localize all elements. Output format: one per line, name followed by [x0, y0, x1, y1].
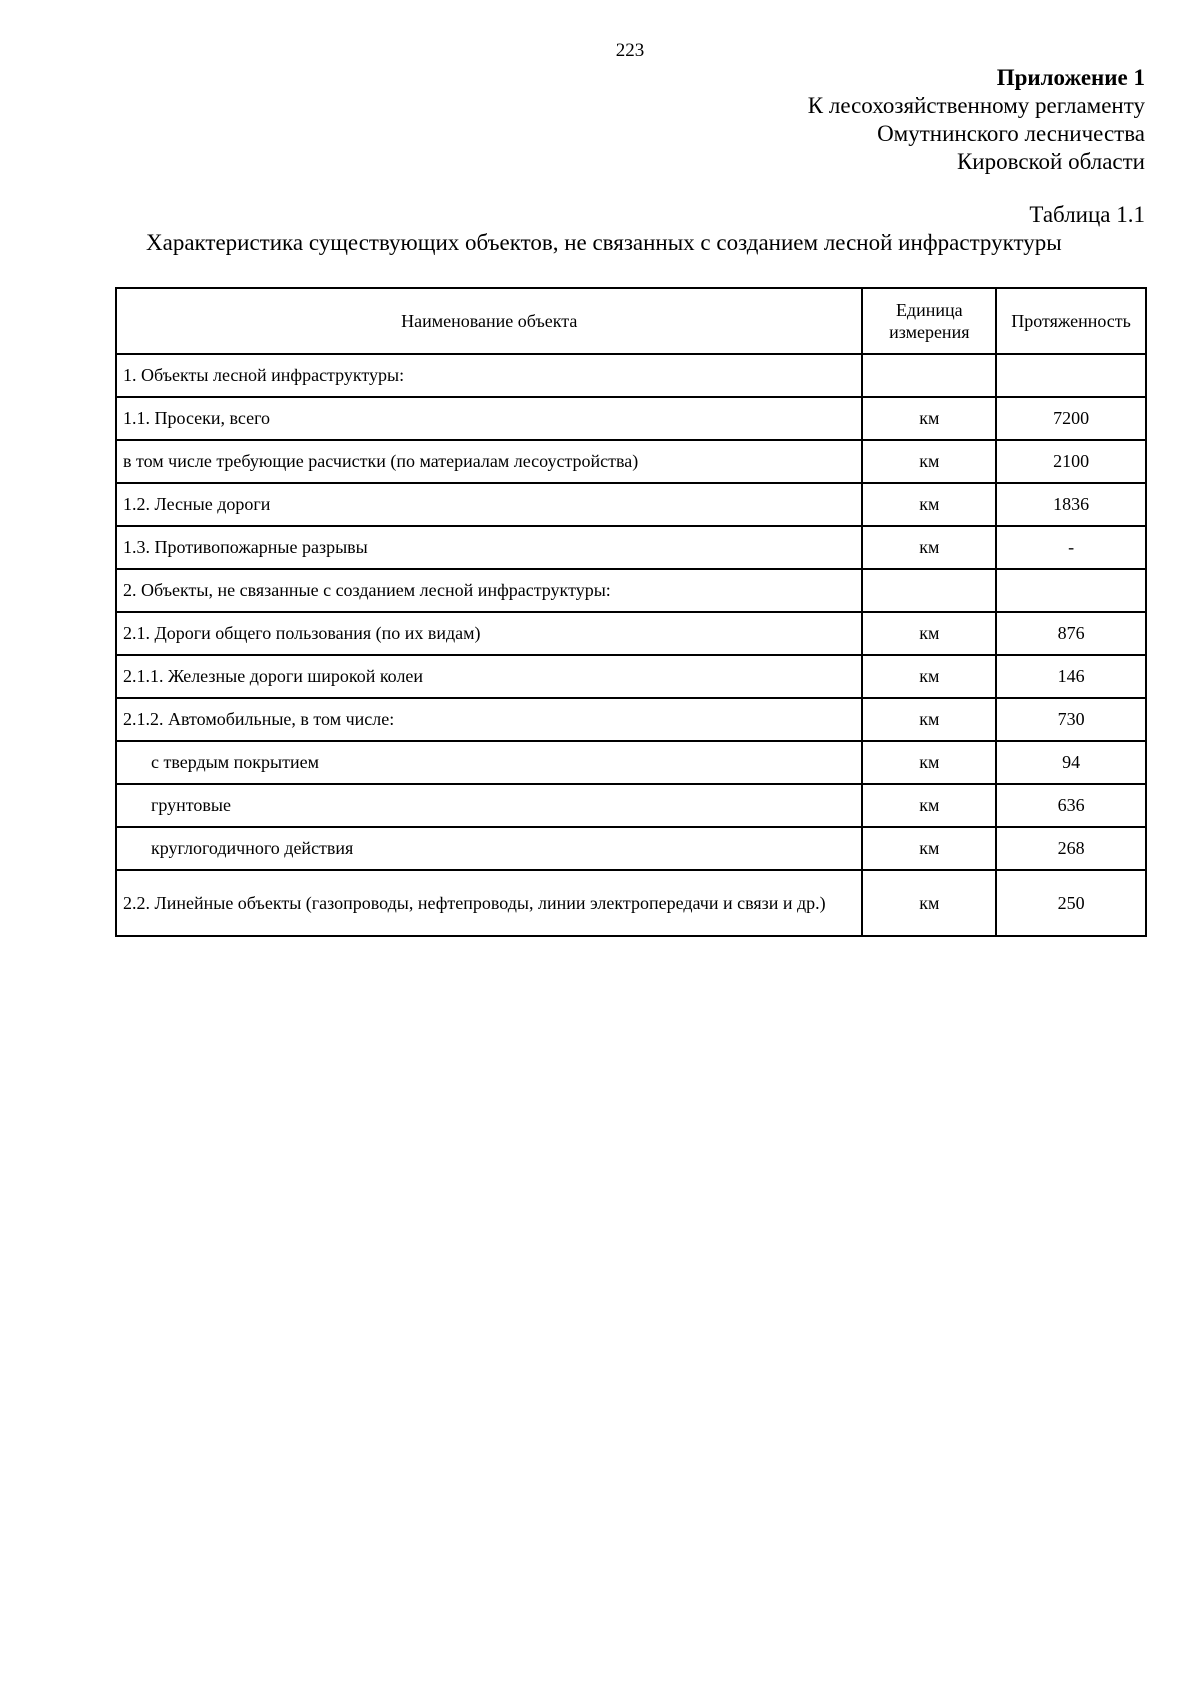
table-row	[116, 440, 1146, 483]
table-title: Характеристика существующих объектов, не связанных с созданием лесной инфраструктуры	[146, 230, 1062, 255]
row-value: 94	[996, 741, 1146, 784]
table-number: Таблица 1.1	[1029, 202, 1145, 227]
header-unit-line-2: измерения	[889, 322, 970, 342]
row-value: 146	[996, 655, 1146, 698]
table-row	[116, 827, 1146, 870]
table-row	[116, 354, 1146, 397]
row-name: с твердым покрытием	[116, 741, 862, 784]
row-value: 636	[996, 784, 1146, 827]
row-value: -	[996, 526, 1146, 569]
appendix-title: Приложение 1	[996, 65, 1145, 90]
table-row	[116, 397, 1146, 440]
row-unit: км	[862, 440, 996, 483]
row-name: 2. Объекты, не связанные с созданием лесной инфраструктуры:	[116, 569, 862, 612]
row-name: 2.1. Дороги общего пользования (по их видам)	[116, 612, 862, 655]
row-name: 1.1. Просеки, всего	[116, 397, 862, 440]
table-row	[116, 741, 1146, 784]
objects-table	[115, 287, 1147, 937]
row-name: грунтовые	[116, 784, 862, 827]
row-unit: км	[862, 870, 996, 936]
appendix-line-2: Омутнинского лесничества	[877, 121, 1145, 146]
table-row	[116, 870, 1146, 936]
appendix-line-3: Кировской области	[956, 149, 1145, 174]
row-unit: км	[862, 612, 996, 655]
page-number: 223	[615, 40, 645, 61]
row-name: в том числе требующие расчистки (по материалам лесоустройства)	[116, 440, 862, 483]
row-unit: км	[862, 784, 996, 827]
row-unit: км	[862, 483, 996, 526]
row-unit: км	[862, 698, 996, 741]
row-value: 268	[996, 827, 1146, 870]
row-value: 2100	[996, 440, 1146, 483]
row-value: 876	[996, 612, 1146, 655]
row-value: 250	[996, 870, 1146, 936]
row-unit	[862, 354, 996, 397]
row-value: 1836	[996, 483, 1146, 526]
row-value: 730	[996, 698, 1146, 741]
appendix-header	[808, 64, 1145, 176]
appendix-line-1: К лесохозяйственному регламенту	[807, 93, 1145, 118]
header-length: Протяженность	[996, 288, 1146, 354]
header-unit	[862, 288, 996, 354]
header-unit-line-1: Единица	[895, 300, 963, 320]
table-header-row	[116, 288, 1146, 354]
table-row	[116, 698, 1146, 741]
table-row	[116, 612, 1146, 655]
table-row	[116, 655, 1146, 698]
row-name: 2.1.1. Железные дороги широкой колеи	[116, 655, 862, 698]
row-value	[996, 569, 1146, 612]
header-name: Наименование объекта	[116, 288, 862, 354]
row-name: 1. Объекты лесной инфраструктуры:	[116, 354, 862, 397]
row-name: 2.2. Линейные объекты (газопроводы, нефтепроводы, линии электропередачи и связи и др.)	[116, 870, 862, 936]
row-unit: км	[862, 526, 996, 569]
row-name: 1.3. Противопожарные разрывы	[116, 526, 862, 569]
row-name: круглогодичного действия	[116, 827, 862, 870]
table-row	[116, 483, 1146, 526]
table-row	[116, 569, 1146, 612]
row-value: 7200	[996, 397, 1146, 440]
row-value	[996, 354, 1146, 397]
row-unit: км	[862, 827, 996, 870]
table-row	[116, 784, 1146, 827]
row-unit	[862, 569, 996, 612]
row-unit: км	[862, 655, 996, 698]
table-row	[116, 526, 1146, 569]
row-name: 2.1.2. Автомобильные, в том числе:	[116, 698, 862, 741]
row-name: 1.2. Лесные дороги	[116, 483, 862, 526]
row-unit: км	[862, 741, 996, 784]
row-unit: км	[862, 397, 996, 440]
